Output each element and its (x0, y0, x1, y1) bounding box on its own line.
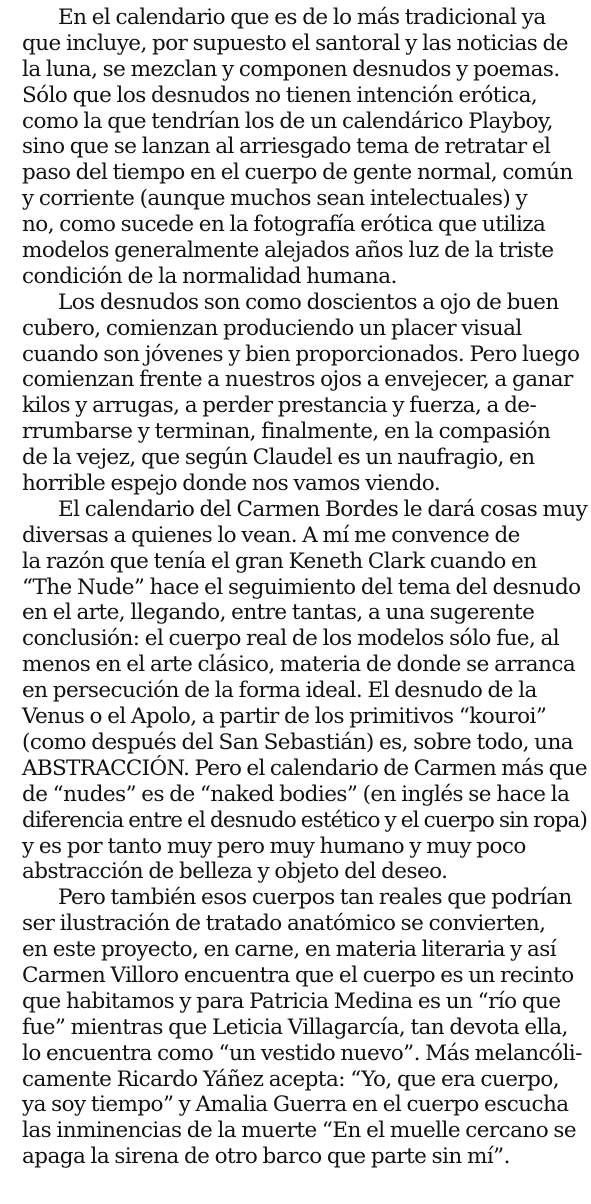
text-line: la luna, se mezclan y componen desnudos y poemas. (22, 56, 560, 82)
text-line: que incluye, por supuesto el santoral y las noticias de (22, 30, 568, 56)
text-line: que habitamos y para Patricia Medina es un “río que (22, 988, 561, 1014)
text-line: de la vejez, que según Claudel es un naufragio, en (22, 445, 535, 471)
text-line: camente Ricardo Yáñez acepta: “Yo, que era cuerpo, (22, 1066, 559, 1092)
text-line: paso del tiempo en el cuerpo de gente normal, común (22, 160, 573, 186)
text-line: cuando son jóvenes y bien proporcionados. Pero luego (22, 341, 580, 367)
text-line: no, como sucede en la fotografía erótica que utiliza (22, 212, 546, 238)
text-line: Carmen Villoro encuentra que el cuerpo es un recinto (22, 962, 574, 988)
text-line: en persecución de la forma ideal. El desnudo de la (22, 678, 537, 704)
paragraph-3 (22, 497, 588, 885)
text-line: ser ilustración de tratado anatómico se convierten, (22, 911, 546, 937)
paragraph-4 (22, 885, 588, 1170)
text-line: conclusión: el cuerpo real de los modelos sólo fue, al (22, 626, 560, 652)
text-line: fue” mientras que Leticia Villagarcía, tan devota ella, (22, 1014, 568, 1040)
text-line: y corriente (aunque muchos sean intelectuales) y (22, 186, 528, 212)
text-line: en este proyecto, en carne, en materia literaria y así (22, 937, 557, 963)
text-line: apaga la sirena de otro barco que parte sin mí”. (22, 1144, 510, 1170)
text-line: En el calendario que es de lo más tradicional ya (58, 5, 546, 30)
text-line: diferencia entre el desnudo estético y el cuerpo sin ropa) (22, 807, 587, 833)
text-line: (como después del San Sebastián) es, sobre todo, una (22, 729, 574, 755)
text-line: “The Nude” hace el seguimiento del tema del desnudo (22, 574, 581, 600)
text-line: comienzan frente a nuestros ojos a envejecer, a ganar (22, 367, 573, 393)
text-line: abstracción de belleza y objeto del deseo. (22, 859, 448, 885)
text-line: ABSTRACCIÓN. Pero el calendario de Carmen más que (22, 755, 587, 781)
text-line: Sólo que los desnudos no tienen intención erótica, (22, 82, 538, 108)
article-column (22, 5, 588, 1170)
text-line: de “nudes” es de “naked bodies” (en inglés se hace la (22, 781, 570, 807)
text-line: kilos y arrugas, a perder prestancia y fuerza, a de- (22, 393, 537, 419)
text-line: la razón que tenía el gran Keneth Clark cuando en (22, 548, 537, 574)
paragraph-2 (22, 290, 588, 497)
text-line: en el arte, llegando, entre tantas, a una sugerente (22, 600, 535, 626)
text-line: ya soy tiempo” y Amalia Guerra en el cuerpo escucha (22, 1092, 569, 1118)
text-line: Los desnudos son como doscientos a ojo de buen (58, 289, 559, 315)
text-line: cubero, comienzan produciendo un placer visual (22, 315, 522, 341)
text-line: y es por tanto muy pero muy humano y muy poco (22, 833, 526, 859)
text-line: Venus o el Apolo, a partir de los primitivos “kouroi” (22, 704, 547, 730)
text-line: lo encuentra como “un vestido nuevo”. Más melancóli- (22, 1040, 582, 1066)
text-line: sino que se lanzan al arriesgado tema de retratar el (22, 134, 551, 160)
text-line: como la que tendrían los de un calendárico Playboy, (22, 108, 553, 134)
text-line: condición de la normalidad humana. (22, 263, 397, 289)
text-line: horrible espejo donde nos vamos viendo. (22, 471, 441, 497)
text-line: menos en el arte clásico, materia de donde se arranca (22, 652, 576, 678)
text-line: diversas a quienes lo vean. A mí me convence de (22, 522, 520, 548)
text-line: Pero también esos cuerpos tan reales que podrían (58, 885, 572, 911)
text-line: rrumbarse y terminan, finalmente, en la compasión (22, 419, 551, 445)
text-line: modelos generalmente alejados años luz de la triste (22, 238, 554, 264)
text-line: las inminencias de la muerte “En el muelle cercano se (22, 1118, 577, 1144)
paragraph-1 (22, 5, 588, 290)
text-line: El calendario del Carmen Bordes le dará cosas muy (58, 496, 588, 522)
